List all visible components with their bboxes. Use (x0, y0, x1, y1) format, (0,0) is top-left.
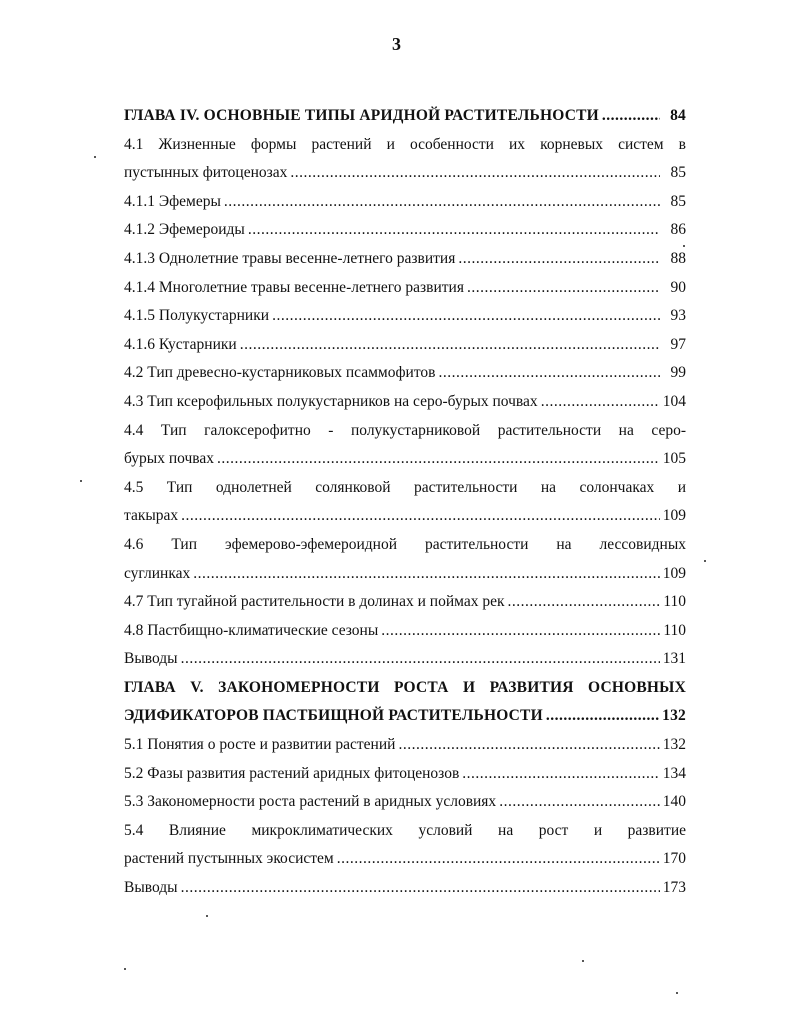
toc-entry-title: пустынных фитоценозах (124, 164, 288, 182)
dot-leader (245, 216, 660, 245)
scan-speck (704, 560, 706, 562)
toc-entry-row (124, 731, 686, 760)
scan-speck (676, 992, 678, 994)
toc-entry (124, 788, 686, 817)
dot-leader (237, 331, 660, 360)
toc-entry (124, 359, 686, 388)
toc-entry-title: 4.1.6 Кустарники (124, 335, 237, 353)
toc-entry (124, 274, 686, 303)
dot-leader (459, 760, 660, 789)
toc-page-number: 109 (662, 564, 686, 582)
dot-leader (599, 102, 660, 131)
scan-speck (683, 245, 685, 247)
dot-leader (496, 788, 660, 817)
dot-leader (287, 159, 660, 188)
toc-page-number: 105 (662, 450, 686, 468)
toc-page-number: 132 (662, 736, 686, 754)
scan-speck (206, 915, 208, 917)
dot-leader (178, 502, 660, 531)
toc-page-number: 109 (662, 507, 686, 525)
dot-leader (538, 388, 660, 417)
toc-page-number: 85 (670, 164, 686, 182)
dot-leader (464, 274, 660, 303)
toc-entry-title: 5.1 Понятия о росте и развитии растений (124, 736, 396, 754)
dot-leader (543, 702, 660, 731)
toc-entry (124, 388, 686, 417)
page-number: 3 (392, 34, 401, 54)
toc-page-number: 140 (662, 793, 686, 811)
scan-speck (80, 480, 82, 482)
dot-leader (435, 359, 660, 388)
toc-entry (124, 874, 686, 903)
dot-leader (214, 445, 660, 474)
dot-leader (395, 731, 660, 760)
toc-page-number: 86 (670, 221, 686, 239)
toc-entry-row (124, 617, 686, 646)
toc-page-number: 134 (662, 764, 686, 782)
toc-page-number: 85 (670, 192, 686, 210)
toc-entry-title: Выводы (124, 879, 178, 897)
toc-entry-title: 4.7 Тип тугайной растительности в долинах и поймах рек (124, 593, 505, 611)
toc-page-number: 173 (662, 879, 686, 897)
toc-entry (124, 302, 686, 331)
toc-entry-row (124, 331, 686, 360)
toc-entry (124, 731, 686, 760)
toc-entry-title: 5.2 Фазы развития растений аридных фитоценозов (124, 764, 460, 782)
dot-leader (178, 645, 660, 674)
toc-entry-title: 4.1.4 Многолетние травы весенне-летнего развития (124, 278, 464, 296)
toc-entry-title: ГЛАВА IV. ОСНОВНЫЕ ТИПЫ АРИДНОЙ РАСТИТЕЛЬНОСТИ (124, 107, 599, 124)
toc-entry-title: бурых почвах (124, 450, 215, 468)
toc-entry (124, 245, 686, 274)
toc-chapter-entry (124, 102, 686, 131)
toc-entry-title: 5.3 Закономерности роста растений в аридных условиях (124, 793, 497, 811)
toc-entry-row (124, 702, 686, 731)
toc-entry-title: 4.8 Пастбищно-климатические сезоны (124, 621, 379, 639)
toc-entry-title: 4.1.5 Полукустарники (124, 307, 270, 325)
toc-entry-title: 4.1.1 Эфемеры (124, 192, 221, 210)
toc-entry-row (124, 445, 686, 474)
toc-entry-row (124, 502, 686, 531)
toc-entry-row (124, 216, 686, 245)
toc-page-number: 90 (670, 278, 686, 296)
toc-entry-title-line: 4.1 Жизненные формы растений и особенности их корневых систем в (124, 135, 686, 153)
toc-entry-row (124, 245, 686, 274)
toc-entry (124, 216, 686, 245)
toc-entry-row (124, 359, 686, 388)
toc-entry-title: суглинках (124, 564, 191, 582)
toc-page-number: 131 (662, 650, 686, 668)
toc-page-number: 84 (670, 107, 686, 124)
toc-entry (124, 131, 686, 188)
toc-entry-title: такырах (124, 507, 179, 525)
toc-entry (124, 588, 686, 617)
toc-entry-title: ЭДИФИКАТОРОВ ПАСТБИЩНОЙ РАСТИТЕЛЬНОСТИ (124, 707, 543, 725)
toc-entry (124, 188, 686, 217)
toc-page-number: 97 (670, 335, 686, 353)
toc-entry-title: 4.1.2 Эфемероиды (124, 221, 245, 239)
toc-entry-row (124, 159, 686, 188)
toc-entry-title-line: 4.6 Тип эфемерово-эфемероидной растительности на лессовидных (124, 535, 686, 553)
toc-entry-row (124, 874, 686, 903)
toc-entry-row (124, 302, 686, 331)
toc-entry (124, 645, 686, 674)
toc-entry-title: Выводы (124, 650, 178, 668)
dot-leader (455, 245, 660, 274)
dot-leader (269, 302, 660, 331)
toc-entry-title-line: ГЛАВА V. ЗАКОНОМЕРНОСТИ РОСТА И РАЗВИТИЯ ОСНОВНЫХ (124, 678, 686, 696)
toc-page-number: 110 (663, 593, 686, 611)
toc-page-number: 170 (662, 850, 686, 868)
toc-entry (124, 474, 686, 531)
toc-entry-row (124, 388, 686, 417)
toc-page-number: 110 (663, 621, 686, 639)
dot-leader (378, 617, 660, 646)
toc-entry-row (124, 760, 686, 789)
dot-leader (221, 188, 660, 217)
toc-page-number: 104 (662, 392, 686, 410)
toc-entry-row (124, 845, 686, 874)
dot-leader (504, 588, 660, 617)
scan-speck (582, 960, 584, 962)
scan-speck (94, 156, 96, 158)
toc-entry-row (124, 102, 686, 131)
dot-leader (334, 845, 660, 874)
toc-entry-title-line: 4.5 Тип однолетней солянковой растительности на солончаках и (124, 478, 686, 496)
toc-entry-title: 4.1.3 Однолетние травы весенне-летнего развития (124, 249, 456, 267)
toc-entry (124, 817, 686, 874)
toc-entry-row (124, 274, 686, 303)
toc-entry (124, 531, 686, 588)
toc-entry-title-line: 4.4 Тип галоксерофитно - полукустарниковой растительности на серо- (124, 421, 686, 439)
toc-entry-title: 4.3 Тип ксерофильных полукустарников на серо-бурых почвах (124, 392, 538, 410)
toc-entry-row (124, 588, 686, 617)
dot-leader (190, 560, 660, 589)
toc-entry-title: 4.2 Тип древесно-кустарниковых псаммофитов (124, 364, 436, 382)
toc-page-number: 99 (670, 364, 686, 382)
toc-page-number: 132 (662, 707, 686, 725)
toc-page-number: 93 (670, 307, 686, 325)
toc-page-number: 88 (670, 249, 686, 267)
toc-entry-title: растений пустынных экосистем (124, 850, 334, 868)
toc-chapter-entry (124, 674, 686, 731)
toc-entry (124, 417, 686, 474)
toc-entry-row (124, 188, 686, 217)
table-of-contents (124, 102, 686, 903)
dot-leader (178, 874, 660, 903)
toc-entry-row (124, 788, 686, 817)
toc-entry-row (124, 560, 686, 589)
scan-speck (124, 968, 126, 970)
toc-entry-row (124, 645, 686, 674)
toc-entry-title-line: 5.4 Влияние микроклиматических условий на рост и развитие (124, 821, 686, 839)
toc-entry (124, 331, 686, 360)
toc-entry (124, 617, 686, 646)
toc-entry (124, 760, 686, 789)
